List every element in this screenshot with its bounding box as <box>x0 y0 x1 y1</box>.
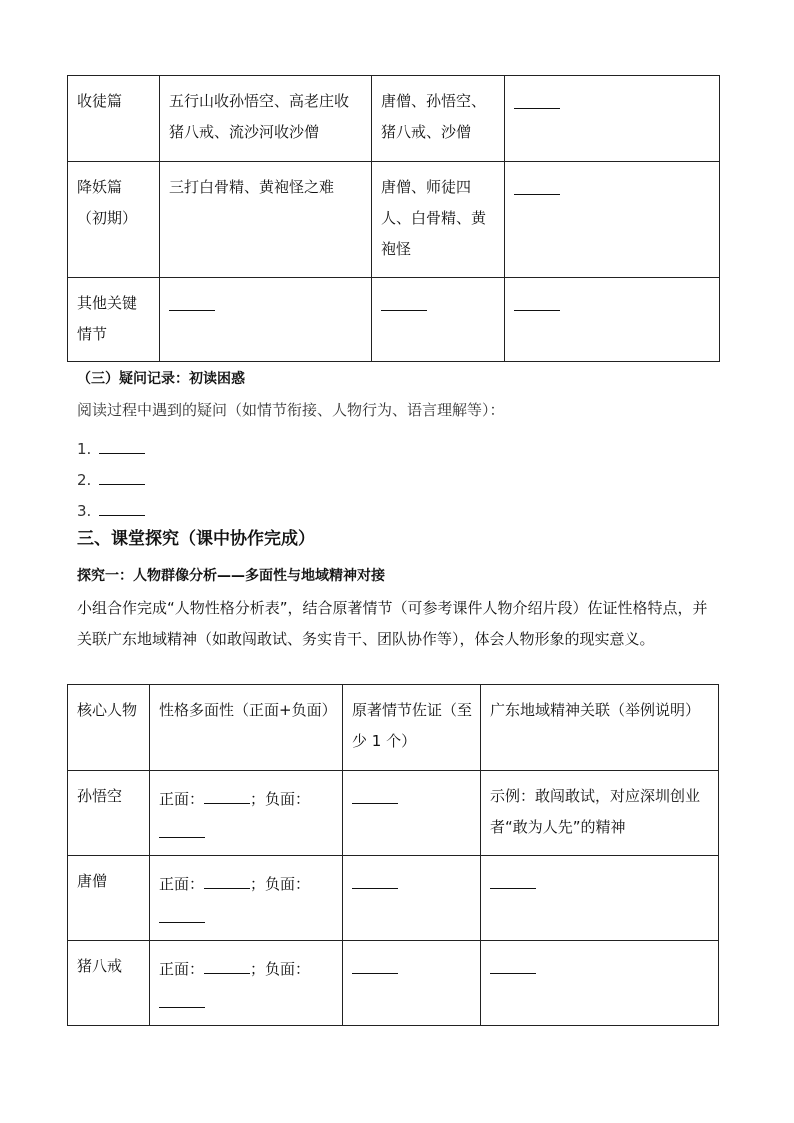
table-row <box>68 162 720 278</box>
fill-blank[interactable] <box>514 90 560 109</box>
table-header-row <box>68 685 719 771</box>
fill-blank[interactable] <box>514 176 560 195</box>
character-name: 猪八戒 <box>68 941 150 1026</box>
traits-cell <box>150 856 343 941</box>
sub-heading: 探究一：人物群像分析——多面性与地域精神对接 <box>77 568 385 584</box>
blank-cell[interactable] <box>372 278 505 362</box>
page-section-title: 三、课堂探究（课中协作完成） <box>77 529 315 549</box>
header-cell: 广东地域精神关联（举例说明） <box>481 685 719 771</box>
fill-blank[interactable] <box>204 870 250 889</box>
negative-label: ；负面： <box>250 790 311 808</box>
blank-cell[interactable] <box>481 941 719 1026</box>
fill-blank[interactable] <box>99 466 145 485</box>
plot-cell: 三打白骨精、黄袍怪之难 <box>160 162 372 278</box>
fill-blank[interactable] <box>159 904 205 923</box>
fill-blank[interactable] <box>490 870 536 889</box>
character-analysis-table <box>67 684 719 1026</box>
blank-cell[interactable] <box>343 941 481 1026</box>
blank-cell[interactable] <box>343 771 481 856</box>
fill-blank[interactable] <box>352 785 398 804</box>
blank-cell[interactable] <box>343 856 481 941</box>
traits-cell <box>150 941 343 1026</box>
list-item <box>77 462 145 490</box>
table-row <box>68 771 719 856</box>
characters-cell: 唐僧、孙悟空、猪八戒、沙僧 <box>372 76 505 162</box>
blank-cell[interactable] <box>160 278 372 362</box>
positive-label: 正面： <box>159 960 205 978</box>
list-item <box>77 431 145 459</box>
list-number: 2. <box>77 471 92 489</box>
fill-blank[interactable] <box>352 955 398 974</box>
plot-table <box>67 75 720 362</box>
header-cell: 核心人物 <box>68 685 150 771</box>
chapter-cell: 降妖篇（初期） <box>68 162 160 278</box>
blank-cell[interactable] <box>505 162 720 278</box>
table-row <box>68 76 720 162</box>
traits-cell <box>150 771 343 856</box>
table-row <box>68 941 719 1026</box>
table-row <box>68 278 720 362</box>
fill-blank[interactable] <box>99 435 145 454</box>
fill-blank[interactable] <box>99 497 145 516</box>
fill-blank[interactable] <box>514 292 560 311</box>
section-heading: （三）疑问记录：初读困惑 <box>77 371 245 387</box>
fill-blank[interactable] <box>204 955 250 974</box>
list-item <box>77 493 145 521</box>
fill-blank[interactable] <box>204 785 250 804</box>
fill-blank[interactable] <box>169 292 215 311</box>
chapter-cell: 收徒篇 <box>68 76 160 162</box>
negative-label: ；负面： <box>250 960 311 978</box>
table-row <box>68 856 719 941</box>
positive-label: 正面： <box>159 875 205 893</box>
blank-cell[interactable] <box>505 76 720 162</box>
instruction-paragraph: 小组合作完成“人物性格分析表”，结合原著情节（可参考课件人物介绍片段）佐证性格特点，并关联广东地域精神（如敢闯敢试、务实肯干、团队协作等），体会人物形象的现实意义。 <box>77 599 708 648</box>
negative-label: ；负面： <box>250 875 311 893</box>
list-number: 1. <box>77 440 92 458</box>
list-number: 3. <box>77 502 92 520</box>
header-cell: 性格多面性（正面+负面） <box>150 685 343 771</box>
header-cell: 原著情节佐证（至少 1 个） <box>343 685 481 771</box>
section-intro: 阅读过程中遇到的疑问（如情节衔接、人物行为、语言理解等）： <box>77 401 505 419</box>
plot-cell: 五行山收孙悟空、高老庄收猪八戒、流沙河收沙僧 <box>160 76 372 162</box>
fill-blank[interactable] <box>352 870 398 889</box>
example-cell: 示例：敢闯敢试，对应深圳创业者“敢为人先”的精神 <box>481 771 719 856</box>
blank-cell[interactable] <box>505 278 720 362</box>
character-name: 孙悟空 <box>68 771 150 856</box>
character-name: 唐僧 <box>68 856 150 941</box>
chapter-cell: 其他关键情节 <box>68 278 160 362</box>
fill-blank[interactable] <box>490 955 536 974</box>
fill-blank[interactable] <box>159 989 205 1008</box>
fill-blank[interactable] <box>159 819 205 838</box>
positive-label: 正面： <box>159 790 205 808</box>
blank-cell[interactable] <box>481 856 719 941</box>
fill-blank[interactable] <box>381 292 427 311</box>
characters-cell: 唐僧、师徒四人、白骨精、黄袍怪 <box>372 162 505 278</box>
